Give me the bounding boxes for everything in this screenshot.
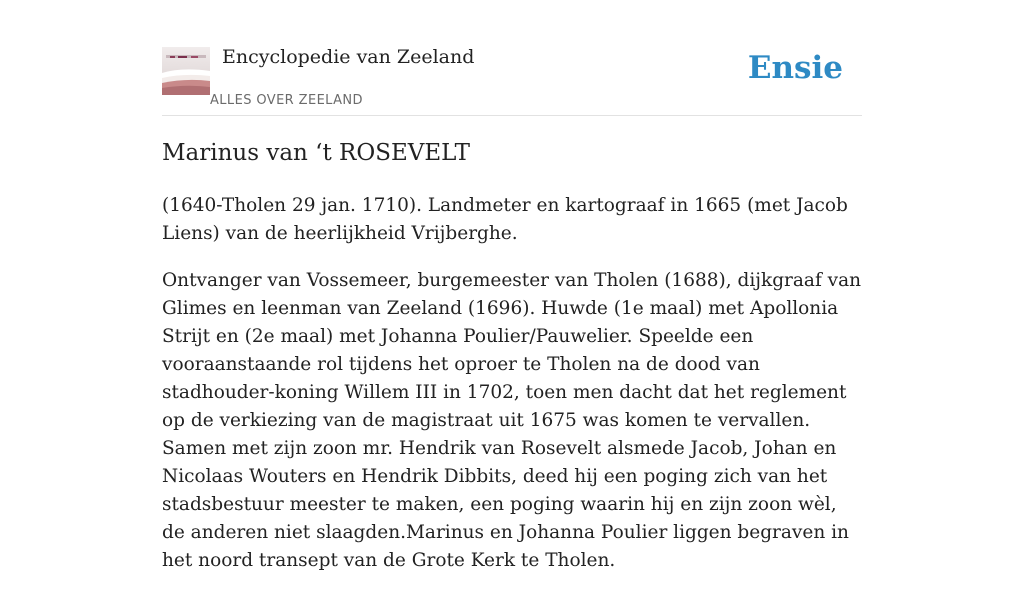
site-title[interactable]: Encyclopedie van Zeeland [222,46,475,68]
article-paragraph: (1640-Tholen 29 jan. 1710). Landmeter en kartograaf in 1665 (met Jacob Liens) van de heerlijkheid Vrijberghe. [162,195,848,244]
site-header [162,0,862,116]
page [162,0,862,571]
article-title: Marinus van ‘t ROSEVELT [162,140,470,166]
site-tagline: ALLES OVER ZEELAND [210,93,363,108]
book-pages-icon[interactable] [162,47,210,95]
article-body [162,192,862,594]
article-paragraph: Ontvanger van Vossemeer, burgemeester van Tholen (1688), dijkgraaf van Glimes en leenman van Zeeland (1696). Huwde (1e maal) met Apollonia Strijt en (2e maal) met Johanna Poulier/Pauwelier. Speelde een vooraanstaande rol tijdens het oproer te Tholen na de dood van stadhouder-koning Willem III in 1702, toen men dacht dat het reglement op de verkiezing van de magistraat uit 1675 was komen te vervallen. Samen met zijn zoon mr. Hendrik van Rosevelt alsmede Jacob, Johan en Nicolaas Wouters en Hendrik Dibbits, deed hij een poging zich van het stadsbestuur meester te maken, een poging waarin hij en zijn zoon wèl, de anderen niet slaagden.Marinus en Johanna Poulier liggen begraven in het noord transept van de Grote Kerk te Tholen. [162,270,862,571]
brand-logo[interactable]: Ensie [747,50,843,86]
